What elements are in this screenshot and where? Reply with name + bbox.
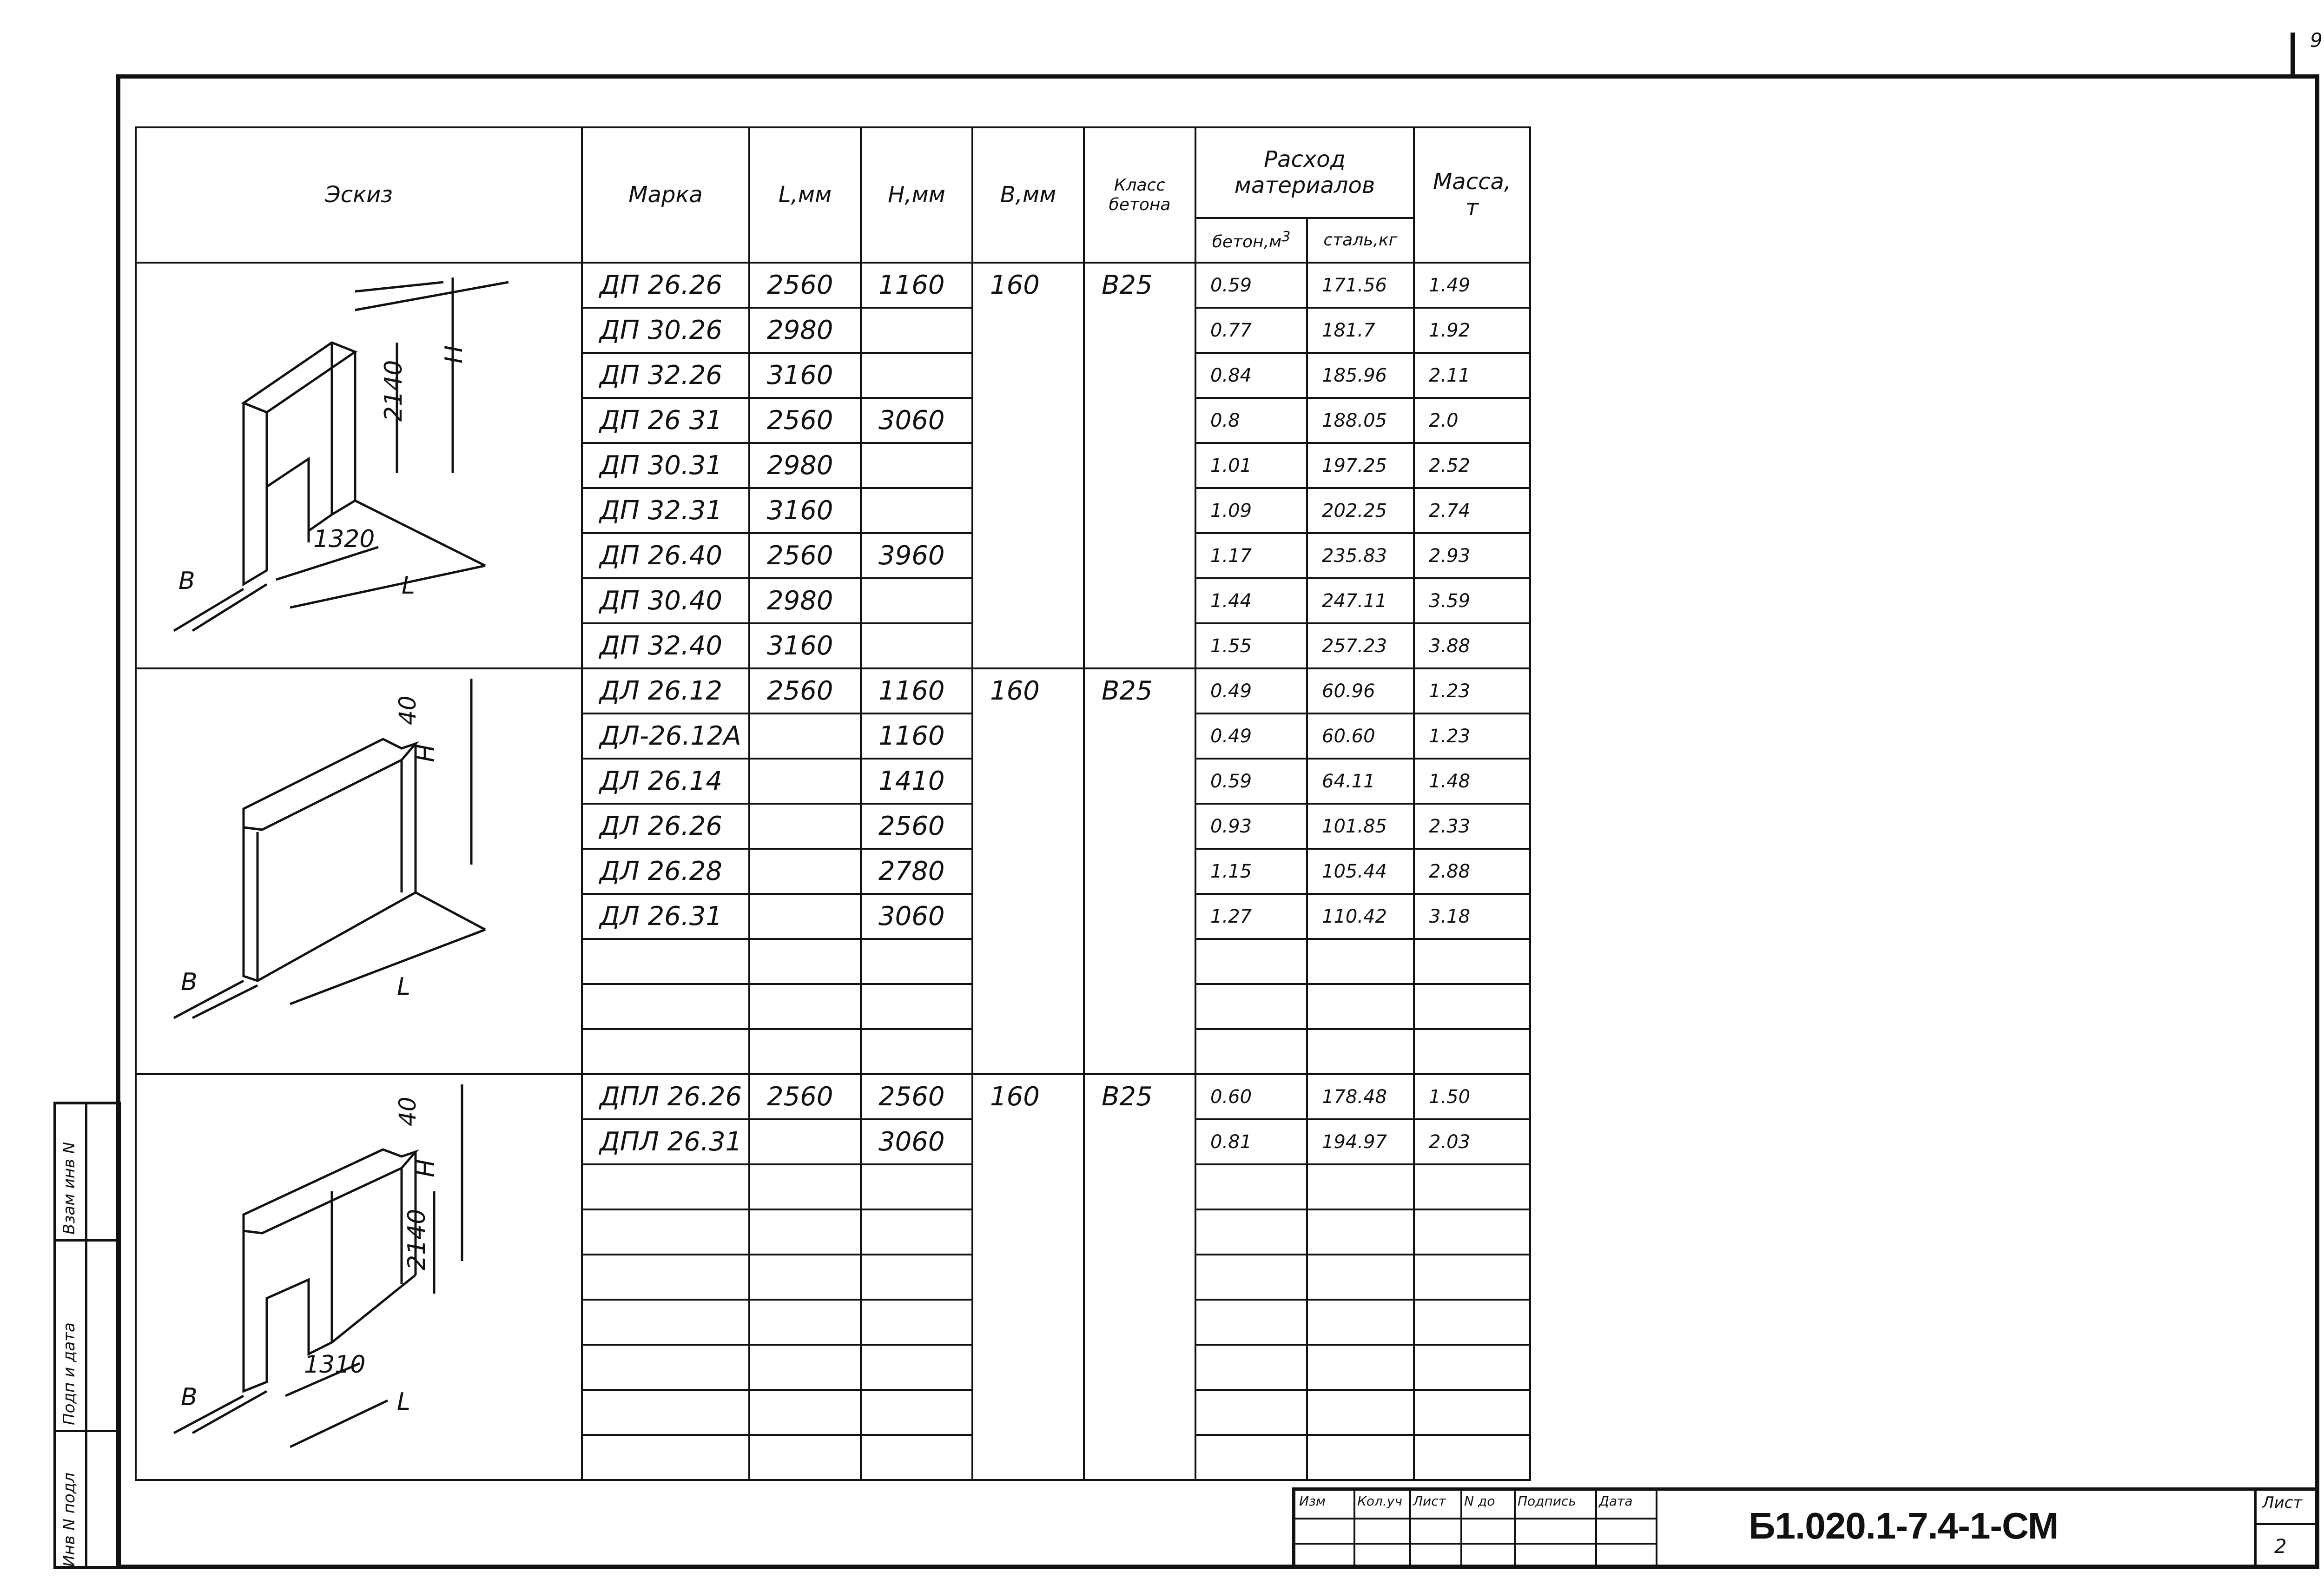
dim-L: L xyxy=(397,973,410,1001)
grid-line xyxy=(1353,1491,1355,1569)
height-cell: 1160 xyxy=(861,263,972,308)
mark-cell: ДПЛ 26.26 xyxy=(582,1074,749,1119)
mass-cell xyxy=(1414,1345,1530,1390)
height-cell: 3960 xyxy=(861,533,972,578)
concrete-volume-cell xyxy=(1195,1390,1307,1435)
concrete-volume-cell xyxy=(1195,1255,1307,1300)
height-cell xyxy=(861,623,972,668)
steel-cell: 194.97 xyxy=(1307,1119,1414,1164)
grid-line xyxy=(1656,1491,1657,1569)
length-cell xyxy=(749,1164,861,1209)
length-cell xyxy=(749,849,861,894)
steel-cell: 181.7 xyxy=(1307,308,1414,353)
length-cell xyxy=(749,713,861,759)
concrete-volume-cell xyxy=(1195,1345,1307,1390)
header-mark: Марка xyxy=(582,127,749,263)
header-mass-label: Масса, xyxy=(1433,169,1512,195)
mark-cell: ДП 26.40 xyxy=(582,533,749,578)
mark-cell xyxy=(582,1255,749,1300)
length-cell xyxy=(749,984,861,1029)
concrete-class-cell: B25 xyxy=(1084,263,1195,668)
length-cell xyxy=(749,1119,861,1164)
mass-cell: 2.88 xyxy=(1414,849,1530,894)
mass-cell: 2.52 xyxy=(1414,443,1530,488)
concrete-volume-cell xyxy=(1195,984,1307,1029)
length-cell: 2980 xyxy=(749,578,861,623)
length-cell: 3160 xyxy=(749,353,861,398)
mass-cell xyxy=(1414,1390,1530,1435)
height-cell: 3060 xyxy=(861,894,972,939)
steel-cell: 188.05 xyxy=(1307,398,1414,443)
steel-cell xyxy=(1307,1164,1414,1209)
mark-cell: ДП 30.26 xyxy=(582,308,749,353)
mark-cell: ДП 32.26 xyxy=(582,353,749,398)
stamp-divider xyxy=(56,1239,118,1242)
mark-cell: ДП 32.31 xyxy=(582,488,749,533)
steel-cell: 202.25 xyxy=(1307,488,1414,533)
dim-H: H xyxy=(440,345,468,363)
mass-cell: 1.49 xyxy=(1414,263,1530,308)
concrete-volume-cell xyxy=(1195,1164,1307,1209)
header-width: B,мм xyxy=(972,127,1084,263)
length-cell xyxy=(749,1390,861,1435)
steel-cell: 171.56 xyxy=(1307,263,1414,308)
dim-B: B xyxy=(181,968,198,996)
mass-cell: 1.48 xyxy=(1414,759,1530,804)
stamp-orig-inv: Инв N подл xyxy=(60,1472,79,1567)
steel-cell: 185.96 xyxy=(1307,353,1414,398)
mass-cell xyxy=(1414,1255,1530,1300)
steel-cell: 101.85 xyxy=(1307,804,1414,849)
mass-cell xyxy=(1414,1164,1530,1209)
header-steel: сталь,кг xyxy=(1307,218,1414,263)
mass-cell: 3.18 xyxy=(1414,894,1530,939)
sheet-box xyxy=(2254,1491,2319,1569)
height-cell xyxy=(861,939,972,984)
concrete-volume-cell: 1.27 xyxy=(1195,894,1307,939)
steel-cell: 105.44 xyxy=(1307,849,1414,894)
mark-cell xyxy=(582,1345,749,1390)
mass-cell: 2.33 xyxy=(1414,804,1530,849)
concrete-volume-cell xyxy=(1195,1300,1307,1345)
header-concrete-volume-sup: 3 xyxy=(1281,228,1291,245)
dim-1310: 1310 xyxy=(304,1351,366,1379)
height-cell: 1160 xyxy=(861,668,972,713)
document-code: Б1.020.1-7.4-1-СМ xyxy=(1749,1505,2059,1546)
height-cell: 2560 xyxy=(861,1074,972,1119)
grid-line xyxy=(1460,1491,1462,1569)
concrete-volume-cell: 1.55 xyxy=(1195,623,1307,668)
height-cell: 2780 xyxy=(861,849,972,894)
height-cell xyxy=(861,353,972,398)
dim-L: L xyxy=(402,572,415,600)
mass-cell xyxy=(1414,939,1530,984)
steel-cell xyxy=(1307,984,1414,1029)
sheet-number: 2 xyxy=(2274,1535,2287,1558)
height-cell xyxy=(861,1390,972,1435)
steel-cell: 247.11 xyxy=(1307,578,1414,623)
height-cell xyxy=(861,984,972,1029)
height-cell xyxy=(861,443,972,488)
concrete-volume-cell: 0.8 xyxy=(1195,398,1307,443)
length-cell xyxy=(749,804,861,849)
steel-cell: 178.48 xyxy=(1307,1074,1414,1119)
mass-cell: 2.93 xyxy=(1414,533,1530,578)
mark-cell: ДП 30.40 xyxy=(582,578,749,623)
mark-cell: ДЛ 26.26 xyxy=(582,804,749,849)
height-cell: 3060 xyxy=(861,398,972,443)
concrete-volume-cell: 1.17 xyxy=(1195,533,1307,578)
col-label: Дата xyxy=(1599,1493,1633,1509)
steel-cell: 64.11 xyxy=(1307,759,1414,804)
mark-cell: ДП 26 31 xyxy=(582,398,749,443)
lintel-panel-drawing xyxy=(137,669,579,1055)
mark-cell xyxy=(582,1300,749,1345)
stamp-divider xyxy=(56,1430,118,1432)
concrete-volume-cell: 0.49 xyxy=(1195,713,1307,759)
mass-cell xyxy=(1414,1435,1530,1480)
height-cell xyxy=(861,1029,972,1074)
mark-cell xyxy=(582,1435,749,1480)
concrete-volume-cell: 0.77 xyxy=(1195,308,1307,353)
col-label: Кол.уч xyxy=(1357,1493,1402,1509)
mark-cell xyxy=(582,1209,749,1255)
mark-cell xyxy=(582,1164,749,1209)
dim-H: H xyxy=(412,744,440,762)
length-cell xyxy=(749,1435,861,1480)
page-number: 9 xyxy=(2310,29,2323,52)
header-concrete-volume xyxy=(1195,218,1307,263)
mass-cell xyxy=(1414,1029,1530,1074)
concrete-volume-cell: 1.15 xyxy=(1195,849,1307,894)
stamp-divider xyxy=(85,1104,87,1566)
length-cell: 2980 xyxy=(749,443,861,488)
height-cell: 1160 xyxy=(861,713,972,759)
grid-line xyxy=(1295,1543,1656,1545)
length-cell: 2560 xyxy=(749,533,861,578)
mass-cell: 1.23 xyxy=(1414,668,1530,713)
steel-cell xyxy=(1307,939,1414,984)
concrete-volume-cell: 0.60 xyxy=(1195,1074,1307,1119)
grid-line xyxy=(1295,1518,1656,1519)
length-cell xyxy=(749,1209,861,1255)
concrete-volume-cell: 0.59 xyxy=(1195,263,1307,308)
steel-cell: 110.42 xyxy=(1307,894,1414,939)
length-cell: 3160 xyxy=(749,623,861,668)
concrete-volume-cell xyxy=(1195,1209,1307,1255)
specification-table xyxy=(135,126,1531,1481)
sketch-door-lintel xyxy=(136,1074,582,1480)
height-cell xyxy=(861,1435,972,1480)
dim-40: 40 xyxy=(394,695,421,725)
steel-cell xyxy=(1307,1029,1414,1074)
length-cell xyxy=(749,894,861,939)
dim-40: 40 xyxy=(394,1097,421,1126)
height-cell: 1410 xyxy=(861,759,972,804)
mass-cell: 3.59 xyxy=(1414,578,1530,623)
concrete-volume-cell: 1.44 xyxy=(1195,578,1307,623)
steel-cell: 60.96 xyxy=(1307,668,1414,713)
steel-cell xyxy=(1307,1255,1414,1300)
concrete-volume-cell: 0.59 xyxy=(1195,759,1307,804)
width-cell: 160 xyxy=(972,668,1084,1074)
length-cell: 2560 xyxy=(749,1074,861,1119)
concrete-volume-cell: 0.93 xyxy=(1195,804,1307,849)
mass-cell xyxy=(1414,984,1530,1029)
concrete-class-cell: B25 xyxy=(1084,1074,1195,1480)
mark-cell: ДЛ 26.14 xyxy=(582,759,749,804)
height-cell xyxy=(861,1300,972,1345)
col-label: Лист xyxy=(1413,1493,1446,1509)
grid-line xyxy=(1595,1491,1597,1569)
sketch-lintel-panel xyxy=(136,668,582,1074)
mass-cell xyxy=(1414,1209,1530,1255)
mark-cell xyxy=(582,984,749,1029)
stamp-sign-date: Подп и дата xyxy=(60,1322,79,1425)
mass-cell: 2.0 xyxy=(1414,398,1530,443)
table-row xyxy=(136,263,1530,308)
height-cell xyxy=(861,1345,972,1390)
mass-cell: 2.11 xyxy=(1414,353,1530,398)
header-mass xyxy=(1414,127,1530,263)
mass-cell xyxy=(1414,1300,1530,1345)
steel-cell xyxy=(1307,1390,1414,1435)
col-label: N до xyxy=(1464,1493,1495,1509)
height-cell xyxy=(861,1255,972,1300)
mark-cell: ДЛ-26.12А xyxy=(582,713,749,759)
mark-cell: ДП 30.31 xyxy=(582,443,749,488)
grid-line xyxy=(1409,1491,1411,1569)
sketch-door-frame xyxy=(136,263,582,668)
col-label: Подпись xyxy=(1518,1493,1576,1509)
concrete-volume-cell xyxy=(1195,1435,1307,1480)
grid-line xyxy=(2257,1523,2319,1525)
steel-cell xyxy=(1307,1209,1414,1255)
header-mass-unit: т xyxy=(1466,194,1479,221)
mark-cell: ДП 32.40 xyxy=(582,623,749,668)
concrete-volume-cell xyxy=(1195,1029,1307,1074)
sheet-label: Лист xyxy=(2262,1493,2303,1512)
length-cell xyxy=(749,1345,861,1390)
length-cell: 2560 xyxy=(749,398,861,443)
dim-2140: 2140 xyxy=(380,360,408,422)
length-cell: 2980 xyxy=(749,308,861,353)
steel-cell: 60.60 xyxy=(1307,713,1414,759)
height-cell: 2560 xyxy=(861,804,972,849)
mass-cell: 1.23 xyxy=(1414,713,1530,759)
steel-cell: 257.23 xyxy=(1307,623,1414,668)
height-cell xyxy=(861,1164,972,1209)
steel-cell: 235.83 xyxy=(1307,533,1414,578)
table-row xyxy=(136,1074,1530,1119)
length-cell: 3160 xyxy=(749,488,861,533)
stamp-replaced-inv: Взам инв N xyxy=(60,1142,79,1235)
header-length: L,мм xyxy=(749,127,861,263)
dim-1320: 1320 xyxy=(313,525,375,553)
concrete-volume-cell: 0.81 xyxy=(1195,1119,1307,1164)
steel-cell xyxy=(1307,1300,1414,1345)
height-cell: 3060 xyxy=(861,1119,972,1164)
length-cell xyxy=(749,1029,861,1074)
concrete-volume-cell: 0.84 xyxy=(1195,353,1307,398)
concrete-volume-cell xyxy=(1195,939,1307,984)
header-concrete-volume-label: бетон,м xyxy=(1212,232,1282,251)
steel-cell xyxy=(1307,1435,1414,1480)
length-cell xyxy=(749,1255,861,1300)
door-lintel-drawing xyxy=(137,1075,579,1461)
concrete-volume-cell: 1.09 xyxy=(1195,488,1307,533)
steel-cell xyxy=(1307,1345,1414,1390)
header-height: H,мм xyxy=(861,127,972,263)
grid-line xyxy=(1514,1491,1516,1569)
mark-cell xyxy=(582,939,749,984)
dim-B: B xyxy=(178,567,195,595)
dim-B: B xyxy=(181,1383,198,1411)
mark-cell: ДЛ 26.28 xyxy=(582,849,749,894)
length-cell: 2560 xyxy=(749,668,861,713)
door-frame-drawing xyxy=(137,264,579,649)
mass-cell: 3.88 xyxy=(1414,623,1530,668)
mass-cell: 1.50 xyxy=(1414,1074,1530,1119)
mark-cell xyxy=(582,1390,749,1435)
height-cell xyxy=(861,488,972,533)
dim-2140: 2140 xyxy=(403,1209,431,1270)
side-stamp xyxy=(53,1102,121,1569)
title-block xyxy=(1292,1487,2319,1569)
length-cell xyxy=(749,1300,861,1345)
mark-cell xyxy=(582,1029,749,1074)
mark-cell: ДП 26.26 xyxy=(582,263,749,308)
mass-cell: 2.74 xyxy=(1414,488,1530,533)
dim-H: H xyxy=(412,1159,440,1177)
mass-cell: 1.92 xyxy=(1414,308,1530,353)
mark-cell: ДЛ 26.31 xyxy=(582,894,749,939)
header-concrete-class: Класс бетона xyxy=(1084,127,1195,263)
mark-cell: ДЛ 26.12 xyxy=(582,668,749,713)
width-cell: 160 xyxy=(972,1074,1084,1480)
col-label: Изм xyxy=(1299,1493,1326,1509)
concrete-class-cell: B25 xyxy=(1084,668,1195,1074)
revision-grid xyxy=(1295,1491,1656,1569)
header-materials: Расход материалов xyxy=(1195,127,1414,218)
length-cell xyxy=(749,759,861,804)
dim-L: L xyxy=(397,1388,410,1416)
steel-cell: 197.25 xyxy=(1307,443,1414,488)
header-sketch: Эскиз xyxy=(136,127,582,263)
mass-cell: 2.03 xyxy=(1414,1119,1530,1164)
height-cell xyxy=(861,1209,972,1255)
height-cell xyxy=(861,578,972,623)
width-cell: 160 xyxy=(972,263,1084,668)
mark-cell: ДПЛ 26.31 xyxy=(582,1119,749,1164)
length-cell: 2560 xyxy=(749,263,861,308)
length-cell xyxy=(749,939,861,984)
table-row xyxy=(136,668,1530,713)
concrete-volume-cell: 1.01 xyxy=(1195,443,1307,488)
height-cell xyxy=(861,308,972,353)
concrete-volume-cell: 0.49 xyxy=(1195,668,1307,713)
page-corner-tick xyxy=(2291,33,2295,74)
